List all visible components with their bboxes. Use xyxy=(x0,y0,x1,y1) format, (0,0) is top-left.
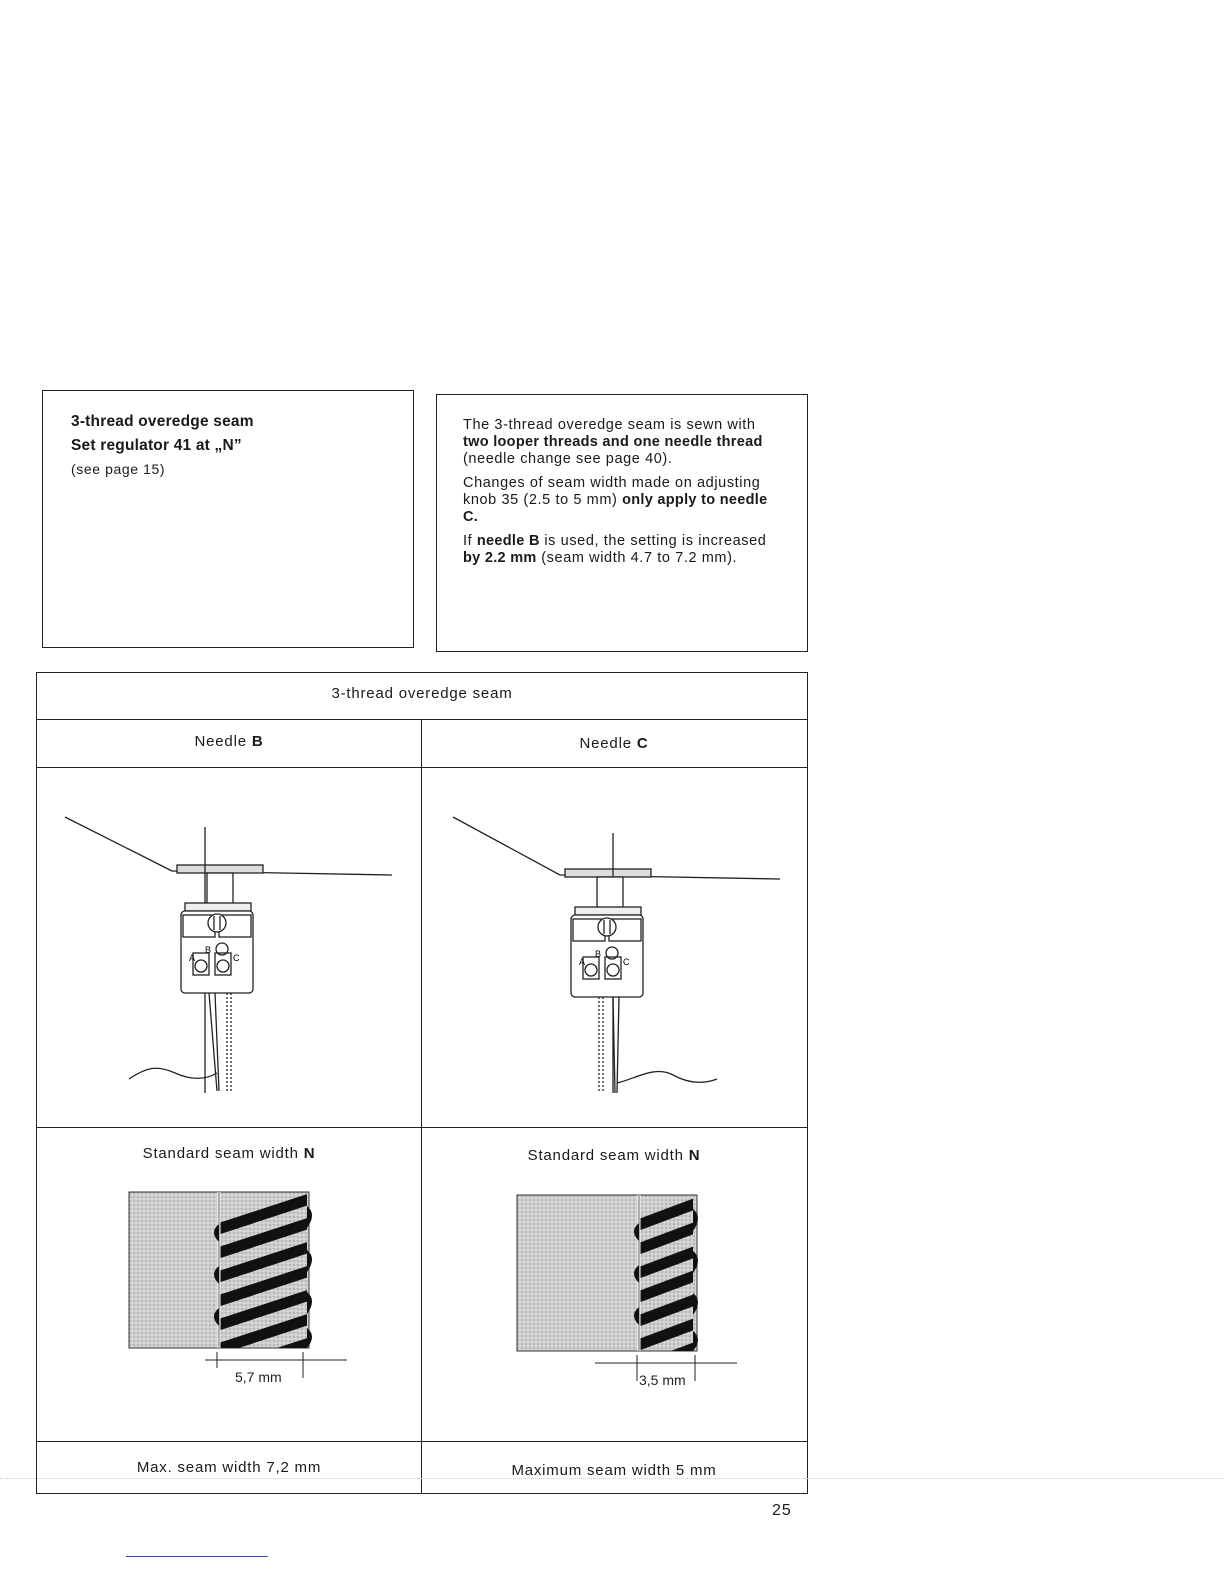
dimension-c: 3,5 mm xyxy=(639,1372,686,1388)
standard-width-b: Standard seam width N xyxy=(142,1145,316,1162)
seam-comparison-table xyxy=(36,672,808,1494)
section-title: 3-thread overedge seam xyxy=(71,413,254,430)
needle-b-diagram xyxy=(57,803,417,1123)
description-box xyxy=(436,394,808,652)
regulator-setting: Set regulator 41 at „N” xyxy=(71,437,242,454)
needle-b-header: Needle B xyxy=(194,733,264,750)
clamp-label-b: B xyxy=(595,949,602,959)
seam-sample-b xyxy=(125,1188,385,1388)
settings-box xyxy=(42,390,414,648)
description-paragraph-3: If needle B is used, the setting is increased by 2.2 mm (seam width 4.7 to 7.2 mm). xyxy=(463,533,767,566)
dimension-b: 5,7 mm xyxy=(235,1369,282,1385)
page-number: 25 xyxy=(772,1502,792,1519)
needle-c-header: Needle C xyxy=(579,735,649,752)
description-paragraph-1: The 3-thread overedge seam is sewn with two looper threads and one needle thread (needle change see page 40). xyxy=(463,417,763,467)
seam-sample-c xyxy=(513,1191,773,1391)
standard-width-c: Standard seam width N xyxy=(527,1147,701,1164)
table-title: 3-thread overedge seam xyxy=(331,685,513,702)
clamp-label-a: A xyxy=(189,953,196,963)
scan-divider xyxy=(0,1478,1224,1479)
max-width-c: Maximum seam width 5 mm xyxy=(511,1462,717,1479)
clamp-label-c: C xyxy=(623,957,630,967)
max-width-b: Max. seam width 7,2 mm xyxy=(136,1459,322,1476)
clamp-label-b: B xyxy=(205,945,212,955)
bottom-rule xyxy=(126,1556,268,1557)
page-reference: (see page 15) xyxy=(71,461,166,477)
description-paragraph-2: Changes of seam width made on adjusting knob 35 (2.5 to 5 mm) only apply to needle C. xyxy=(463,475,768,525)
clamp-label-c: C xyxy=(233,953,240,963)
needle-c-diagram xyxy=(445,803,805,1123)
clamp-label-a: A xyxy=(579,957,586,967)
